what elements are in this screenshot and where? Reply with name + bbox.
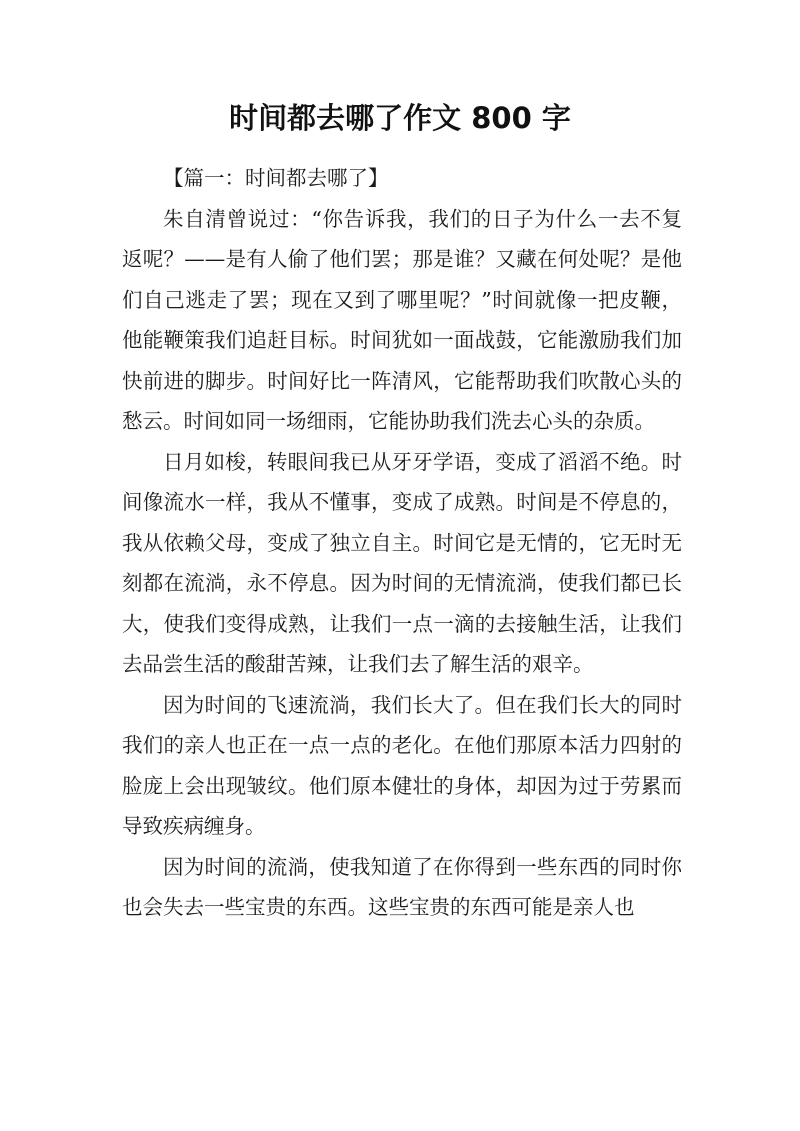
paragraph-1: 朱自清曾说过：“你告诉我，我们的日子为什么一去不复返呢？——是有人偷了他们罢；那是谁？又藏在何处呢？是他们自己逃走了罢；现在又到了哪里呢？”时间就像一把皮鞭，他能鞭策我们追赶目标。时间犹如一面战鼓，它能激励我们加快前进的脚步。时间好比一阵清风，它能帮助我们吹散心头的愁云。时间如同一场细雨，它能协助我们洗去心头的杂质。 <box>122 206 682 433</box>
paragraph-2: 日月如梭，转眼间我已从牙牙学语，变成了滔滔不绝。时间像流水一样，我从不懂事，变成了成熟。时间是不停息的，我从依赖父母，变成了独立自主。时间它是无情的，它无时无刻都在流淌，永不停息。因为时间的无情流淌，使我们都已长大，使我们变得成熟，让我们一点一滴的去接触生活，让我们去品尝生活的酸甜苦辣，让我们去了解生活的艰辛。 <box>122 449 682 676</box>
paragraph-4: 因为时间的流淌，使我知道了在你得到一些东西的同时你也会失去一些宝贵的东西。这些宝贵的东西可能是亲人也 <box>122 854 682 919</box>
document-body <box>122 158 682 928</box>
paragraph-3: 因为时间的飞速流淌，我们长大了。但在我们长大的同时我们的亲人也正在一点一点的老化。在他们那原本活力四射的脸庞上会出现皱纹。他们原本健壮的身体，却因为过于劳累而导致疾病缠身。 <box>122 692 682 838</box>
document-title: 时间都去哪了作文 800 字 <box>229 101 571 135</box>
section-heading: 【篇一：时间都去哪了】 <box>163 166 389 190</box>
